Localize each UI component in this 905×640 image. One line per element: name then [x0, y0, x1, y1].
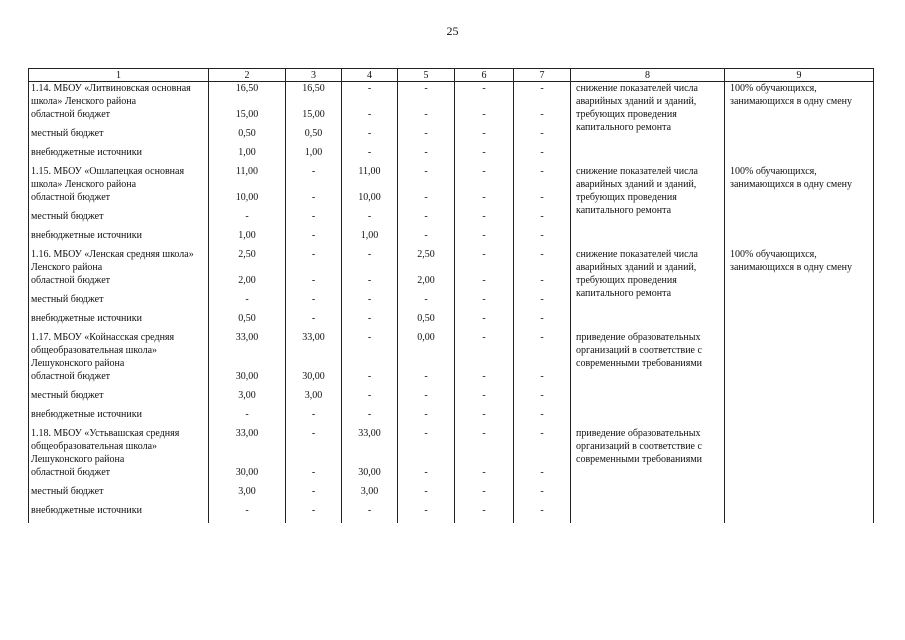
value-cell: - [455, 331, 514, 370]
subrow-label: местный бюджет [29, 293, 209, 312]
value-cell: - [209, 210, 286, 229]
value-cell: - [286, 229, 342, 248]
value-cell: - [342, 248, 398, 274]
value-cell: - [342, 370, 398, 389]
subrow-label: местный бюджет [29, 210, 209, 229]
value-cell: 0,50 [209, 312, 286, 331]
value-cell: 1,00 [209, 229, 286, 248]
indicator-cell [725, 331, 874, 427]
value-cell: 1,00 [209, 146, 286, 165]
value-cell: 30,00 [342, 466, 398, 485]
value-cell: - [455, 191, 514, 210]
subrow-label: внебюджетные источники [29, 504, 209, 523]
group-row [29, 427, 874, 466]
value-cell: - [455, 485, 514, 504]
group-title: 1.18. МБОУ «Устьвашская средняя общеобразовательная школа» Лешуконского района [29, 427, 209, 466]
value-cell: 30,00 [286, 370, 342, 389]
subrow-label: областной бюджет [29, 274, 209, 293]
value-cell: 1,00 [342, 229, 398, 248]
value-cell: 3,00 [342, 485, 398, 504]
value-cell: - [514, 389, 571, 408]
table-body [29, 82, 874, 524]
expected-result-cell: снижение показателей числа аварийных зданий и зданий, требующих проведения капитального ремонта [571, 82, 725, 166]
value-cell: - [455, 408, 514, 427]
expected-result-cell: приведение образовательных организаций в соответствие с современными требованиями [571, 331, 725, 427]
value-cell: 30,00 [209, 466, 286, 485]
value-cell: - [342, 389, 398, 408]
subrow-label: внебюджетные источники [29, 408, 209, 427]
value-cell: - [455, 108, 514, 127]
value-cell: - [514, 504, 571, 523]
value-cell: 33,00 [209, 331, 286, 370]
value-cell: 15,00 [286, 108, 342, 127]
value-cell: 33,00 [286, 331, 342, 370]
value-cell: 2,50 [398, 248, 455, 274]
value-cell: 2,00 [209, 274, 286, 293]
value-cell: - [398, 466, 455, 485]
value-cell: 3,00 [209, 389, 286, 408]
value-cell: - [398, 427, 455, 466]
value-cell: - [286, 248, 342, 274]
group-row [29, 165, 874, 191]
expected-result-cell: снижение показателей числа аварийных зданий и зданий, требующих проведения капитального ремонта [571, 165, 725, 248]
value-cell: - [514, 427, 571, 466]
value-cell: - [342, 504, 398, 523]
value-cell: - [342, 312, 398, 331]
value-cell: - [455, 370, 514, 389]
value-cell: - [342, 331, 398, 370]
value-cell: - [209, 504, 286, 523]
value-cell: - [514, 229, 571, 248]
value-cell: - [398, 408, 455, 427]
group-title: 1.17. МБОУ «Койнасская средняя общеобразовательная школа» Лешуконского района [29, 331, 209, 370]
value-cell: - [209, 293, 286, 312]
value-cell: 10,00 [209, 191, 286, 210]
value-cell: - [514, 146, 571, 165]
value-cell: - [398, 389, 455, 408]
indicator-cell [725, 427, 874, 523]
value-cell: 10,00 [342, 191, 398, 210]
value-cell: - [398, 504, 455, 523]
value-cell: - [286, 504, 342, 523]
value-cell: - [342, 210, 398, 229]
indicator-cell: 100% обучающихся, занимающихся в одну смену [725, 248, 874, 331]
subrow-label: внебюджетные источники [29, 146, 209, 165]
value-cell: - [455, 427, 514, 466]
value-cell: - [514, 293, 571, 312]
value-cell: - [514, 108, 571, 127]
value-cell: - [514, 370, 571, 389]
value-cell: - [514, 82, 571, 109]
expected-result-cell: приведение образовательных организаций в соответствие с современными требованиями [571, 427, 725, 523]
value-cell: - [455, 210, 514, 229]
value-cell: - [342, 293, 398, 312]
value-cell: - [286, 312, 342, 331]
subrow-label: областной бюджет [29, 191, 209, 210]
value-cell: 30,00 [209, 370, 286, 389]
value-cell: - [398, 293, 455, 312]
value-cell: - [455, 312, 514, 331]
value-cell: - [455, 504, 514, 523]
group-title: 1.14. МБОУ «Литвиновская основная школа» Ленского района [29, 82, 209, 109]
group-row [29, 331, 874, 370]
value-cell: - [286, 274, 342, 293]
value-cell: 0,00 [398, 331, 455, 370]
value-cell: 33,00 [209, 427, 286, 466]
value-cell: - [398, 191, 455, 210]
value-cell: - [514, 210, 571, 229]
value-cell: - [209, 408, 286, 427]
subrow-label: внебюджетные источники [29, 229, 209, 248]
header-col-6: 6 [455, 69, 514, 82]
value-cell: - [455, 146, 514, 165]
value-cell: - [286, 485, 342, 504]
subrow-label: областной бюджет [29, 466, 209, 485]
group-row [29, 82, 874, 109]
value-cell: - [342, 274, 398, 293]
value-cell: - [455, 466, 514, 485]
value-cell: - [398, 165, 455, 191]
value-cell: - [455, 82, 514, 109]
value-cell: - [455, 389, 514, 408]
value-cell: 11,00 [209, 165, 286, 191]
value-cell: 11,00 [342, 165, 398, 191]
value-cell: 15,00 [209, 108, 286, 127]
value-cell: - [398, 146, 455, 165]
value-cell: 0,50 [398, 312, 455, 331]
subrow-label: областной бюджет [29, 370, 209, 389]
indicator-cell: 100% обучающихся, занимающихся в одну смену [725, 165, 874, 248]
value-cell: - [342, 108, 398, 127]
header-col-7: 7 [514, 69, 571, 82]
value-cell: - [342, 82, 398, 109]
subrow-label: местный бюджет [29, 389, 209, 408]
value-cell: - [514, 191, 571, 210]
value-cell: - [286, 191, 342, 210]
header-col-2: 2 [209, 69, 286, 82]
header-col-3: 3 [286, 69, 342, 82]
value-cell: - [286, 427, 342, 466]
value-cell: - [398, 370, 455, 389]
header-col-8: 8 [571, 69, 725, 82]
value-cell: - [514, 485, 571, 504]
value-cell: - [514, 466, 571, 485]
value-cell: - [398, 485, 455, 504]
header-row [29, 69, 874, 82]
value-cell: - [514, 331, 571, 370]
value-cell: - [398, 82, 455, 109]
value-cell: 2,00 [398, 274, 455, 293]
value-cell: - [455, 293, 514, 312]
value-cell: - [455, 127, 514, 146]
value-cell: - [286, 165, 342, 191]
value-cell: - [286, 466, 342, 485]
value-cell: - [455, 229, 514, 248]
page-number: 25 [446, 24, 459, 38]
group-title: 1.16. МБОУ «Ленская средняя школа» Ленского района [29, 248, 209, 274]
subrow-label: внебюджетные источники [29, 312, 209, 331]
value-cell: 3,00 [286, 389, 342, 408]
value-cell: - [286, 408, 342, 427]
value-cell: - [455, 274, 514, 293]
value-cell: - [514, 408, 571, 427]
subrow-label: областной бюджет [29, 108, 209, 127]
indicator-cell: 100% обучающихся, занимающихся в одну смену [725, 82, 874, 166]
value-cell: - [514, 274, 571, 293]
value-cell: - [514, 127, 571, 146]
value-cell: 1,00 [286, 146, 342, 165]
value-cell: - [342, 408, 398, 427]
value-cell: - [514, 248, 571, 274]
value-cell: - [286, 293, 342, 312]
value-cell: - [398, 127, 455, 146]
value-cell: - [398, 210, 455, 229]
subrow-label: местный бюджет [29, 485, 209, 504]
value-cell: 2,50 [209, 248, 286, 274]
value-cell: - [398, 108, 455, 127]
value-cell: - [398, 229, 455, 248]
header-col-9: 9 [725, 69, 874, 82]
value-cell: 16,50 [286, 82, 342, 109]
value-cell: 3,00 [209, 485, 286, 504]
value-cell: - [455, 165, 514, 191]
value-cell: 33,00 [342, 427, 398, 466]
value-cell: - [342, 146, 398, 165]
subrow-label: местный бюджет [29, 127, 209, 146]
expected-result-cell: снижение показателей числа аварийных зданий и зданий, требующих проведения капитального ремонта [571, 248, 725, 331]
value-cell: 0,50 [286, 127, 342, 146]
value-cell: - [342, 127, 398, 146]
value-cell: 16,50 [209, 82, 286, 109]
budget-table [28, 68, 874, 523]
value-cell: - [286, 210, 342, 229]
group-title: 1.15. МБОУ «Ошлапецкая основная школа» Ленского района [29, 165, 209, 191]
header-col-5: 5 [398, 69, 455, 82]
value-cell: - [514, 165, 571, 191]
header-col-1: 1 [29, 69, 209, 82]
value-cell: - [514, 312, 571, 331]
header-col-4: 4 [342, 69, 398, 82]
value-cell: 0,50 [209, 127, 286, 146]
value-cell: - [455, 248, 514, 274]
group-row [29, 248, 874, 274]
